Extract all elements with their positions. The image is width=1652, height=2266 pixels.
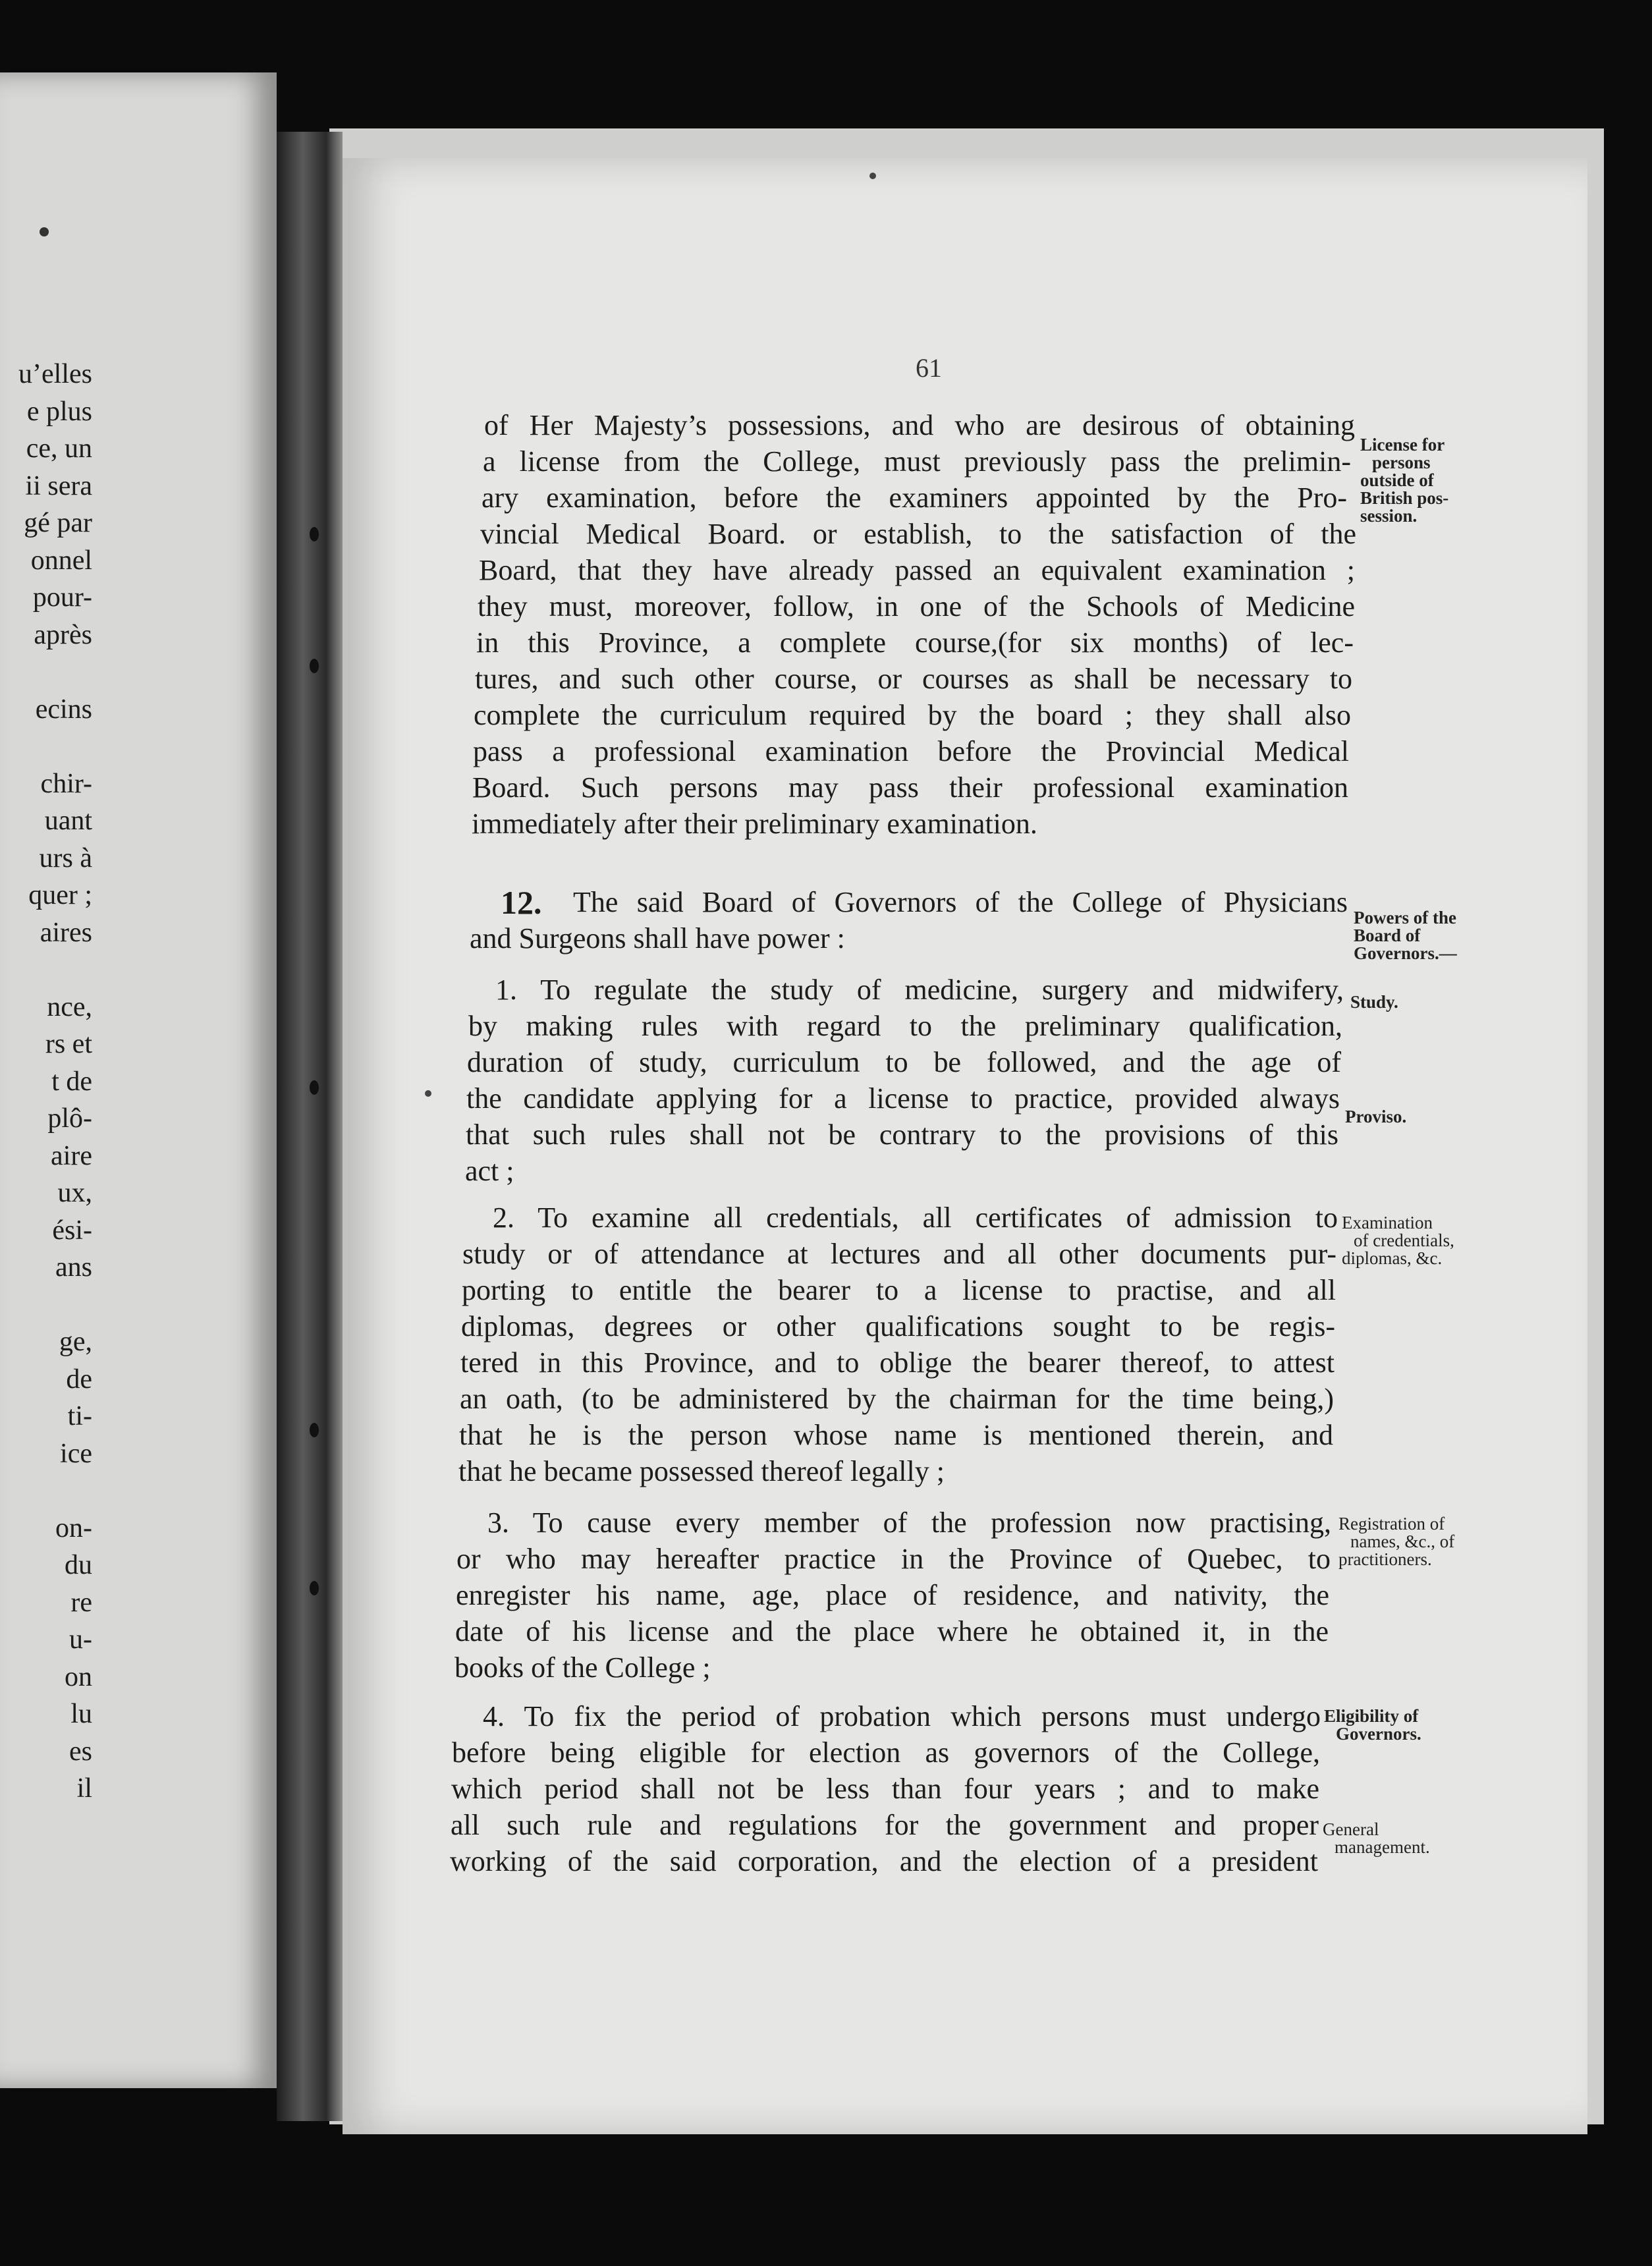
text-line: date of his license and the place where he obtained it, in the: [455, 1615, 1329, 1647]
previous-page: [0, 72, 277, 2088]
binding-hole: [310, 659, 319, 673]
previous-page-line: [0, 653, 92, 691]
previous-page-line: urs à: [39, 843, 92, 873]
previous-page-line: on: [65, 1661, 92, 1692]
margin-note-line: Study.: [1350, 992, 1398, 1012]
previous-page-line: u-: [69, 1624, 92, 1655]
previous-page-line: il: [76, 1773, 92, 1804]
text-line: 1. To regulate the study of medicine, surgery and midwifery,: [495, 974, 1344, 1006]
margin-note-line: Governors.: [1336, 1724, 1421, 1744]
margin-note-registration: [1338, 1515, 1454, 1568]
margin-note-line: outside of: [1360, 470, 1434, 490]
previous-page-line: uant: [44, 806, 92, 836]
text-line: and Surgeons shall have power :: [470, 922, 845, 954]
margin-note-line: of credentials,: [1354, 1230, 1454, 1250]
margin-note-line: session.: [1360, 506, 1418, 526]
text-line: pass a professional examination before the Provincial Medical: [473, 735, 1349, 767]
previous-page-line: après: [34, 619, 92, 650]
previous-page-line: re: [70, 1587, 92, 1618]
text-line: or who may hereafter practice in the Province of Quebec, to: [456, 1543, 1331, 1575]
previous-page-line: ési-: [52, 1215, 92, 1246]
margin-note-general: [1323, 1821, 1430, 1856]
previous-page-line: rs et: [45, 1029, 92, 1059]
margin-note-line: practitioners.: [1338, 1549, 1432, 1569]
text-line: working of the said corporation, and the election of a president: [450, 1845, 1318, 1877]
text-line: tures, and such other course, or courses as shall be necessary to: [475, 663, 1352, 695]
previous-page-line: es: [69, 1736, 92, 1767]
text-line: in this Province, a complete course,(for six months) of lec-: [476, 626, 1354, 659]
margin-note-line: management.: [1335, 1837, 1430, 1857]
previous-page-line: du: [65, 1550, 92, 1580]
ink-speck: [869, 173, 876, 179]
previous-page-line: [0, 728, 92, 765]
text-line: which period shall not be less than four years ; and to make: [451, 1773, 1319, 1805]
margin-note-proviso: [1345, 1108, 1406, 1126]
margin-note-line: Powers of the: [1354, 908, 1456, 927]
text-line: that such rules shall not be contrary to the provisions of this: [466, 1119, 1338, 1151]
text-line: complete the curriculum required by the board ; they shall also: [474, 699, 1351, 731]
text-line: 2. To examine all credentials, all certificates of admission to: [493, 1202, 1338, 1234]
margin-note-line: Proviso.: [1345, 1107, 1407, 1126]
binding-hole: [310, 527, 319, 541]
text-line: Board. Such persons may pass their professional examination: [472, 771, 1348, 804]
previous-page-line: ans: [55, 1252, 92, 1283]
previous-page-line: [0, 1286, 92, 1324]
previous-page-line: chir-: [40, 768, 92, 799]
previous-page-line: [0, 1472, 92, 1510]
section-number-label: 12.: [501, 884, 542, 921]
margin-note-license: [1360, 436, 1448, 525]
previous-page-line: u’elles: [18, 359, 92, 389]
previous-page-line: t de: [51, 1066, 92, 1097]
text-line: 3. To cause every member of the profession now practising,: [487, 1506, 1331, 1539]
previous-page-line: pour-: [32, 582, 92, 613]
previous-page-line: ti-: [67, 1401, 92, 1431]
page-number: 61: [916, 353, 942, 383]
margin-note-line: persons: [1372, 453, 1431, 472]
text-line: diplomas, degrees or other qualifications sought to be regis-: [461, 1310, 1335, 1342]
text-line: that he became possessed thereof legally ;: [458, 1455, 945, 1487]
text-line: they must, moreover, follow, in one of the Schools of Medicine: [478, 590, 1355, 622]
margin-note-line: Governors.—: [1354, 943, 1457, 963]
text-line: the candidate applying for a license to practice, provided always: [466, 1082, 1340, 1115]
margin-note-powers: [1354, 909, 1457, 962]
binding-hole: [310, 1080, 319, 1095]
text-line: tered in this Province, and to oblige the bearer thereof, to attest: [460, 1346, 1335, 1379]
margin-note-line: Board of: [1354, 926, 1421, 945]
text-line: vincial Medical Board. or establish, to the satisfaction of the: [480, 518, 1356, 550]
ink-speck: [425, 1090, 431, 1097]
text-line: by making rules with regard to the preliminary qualification,: [468, 1010, 1342, 1042]
text-line: The said Board of Governors of the College of Physicians: [573, 886, 1348, 918]
margin-note-eligibility: [1324, 1707, 1421, 1743]
previous-page-line: ecins: [35, 694, 92, 725]
previous-page-line: ux,: [57, 1178, 92, 1208]
text-line: porting to entitle the bearer to a license to practise, and all: [462, 1274, 1336, 1306]
margin-note-line: British pos-: [1360, 488, 1449, 508]
text-line: act ;: [465, 1155, 514, 1187]
previous-page-line: [0, 951, 92, 989]
text-line: Board, that they have already passed an equivalent examination ;: [479, 554, 1355, 586]
text-line: immediately after their preliminary examination.: [472, 808, 1037, 840]
previous-page-line: aire: [51, 1140, 92, 1171]
binding-hole: [310, 1423, 319, 1437]
text-line: of Her Majesty’s possessions, and who are desirous of obtaining: [484, 409, 1355, 441]
text-line: ary examination, before the examiners appointed by the Pro-: [482, 482, 1347, 514]
margin-note-examination: [1342, 1214, 1454, 1267]
text-line: that he is the person whose name is mentioned therein, and: [459, 1419, 1333, 1451]
text-line: study or of attendance at lectures and all other documents pur-: [462, 1238, 1336, 1270]
book-gutter: [277, 132, 343, 2121]
margin-note-line: diplomas, &c.: [1342, 1248, 1443, 1268]
previous-page-line: ice: [60, 1438, 92, 1469]
text-line: before being eligible for election as governors of the College,: [452, 1736, 1320, 1769]
previous-page-line: quer ;: [28, 880, 92, 910]
binding-hole: [310, 1581, 319, 1595]
previous-page-text: [0, 356, 92, 1808]
margin-note-line: Examination: [1342, 1213, 1433, 1232]
ink-speck: [40, 227, 49, 236]
previous-page-line: aires: [40, 917, 92, 948]
text-line: 4. To fix the period of probation which persons must undergo: [483, 1700, 1321, 1732]
previous-page-line: e plus: [26, 396, 92, 427]
previous-page-line: nce,: [47, 991, 92, 1022]
previous-page-line: on-: [55, 1512, 92, 1543]
previous-page-line: lu: [70, 1699, 92, 1729]
margin-note-line: Registration of: [1338, 1514, 1445, 1534]
margin-note-line: Eligibility of: [1324, 1706, 1419, 1726]
margin-note-study: [1350, 993, 1398, 1011]
margin-note-line: License for: [1360, 435, 1445, 455]
previous-page-line: ge,: [59, 1327, 92, 1357]
previous-page-line: onnel: [30, 545, 92, 576]
text-line: enregister his name, age, place of residence, and nativity, the: [456, 1579, 1329, 1611]
previous-page-line: plô-: [47, 1103, 92, 1134]
previous-page-line: ce, un: [26, 433, 92, 464]
text-line: a license from the College, must previously pass the prelimin-: [483, 445, 1351, 478]
margin-note-line: names, &c., of: [1350, 1532, 1455, 1551]
text-line: duration of study, curriculum to be followed, and the age of: [467, 1046, 1341, 1078]
text-line: books of the College ;: [454, 1651, 711, 1684]
previous-page-line: gé par: [24, 508, 92, 538]
previous-page-line: ii sera: [25, 470, 92, 501]
previous-page-line: de: [66, 1364, 92, 1395]
margin-note-line: General: [1323, 1819, 1379, 1839]
text-line: an oath, (to be administered by the chairman for the time being,): [460, 1383, 1334, 1415]
text-line: all such rule and regulations for the government and proper: [451, 1809, 1319, 1841]
